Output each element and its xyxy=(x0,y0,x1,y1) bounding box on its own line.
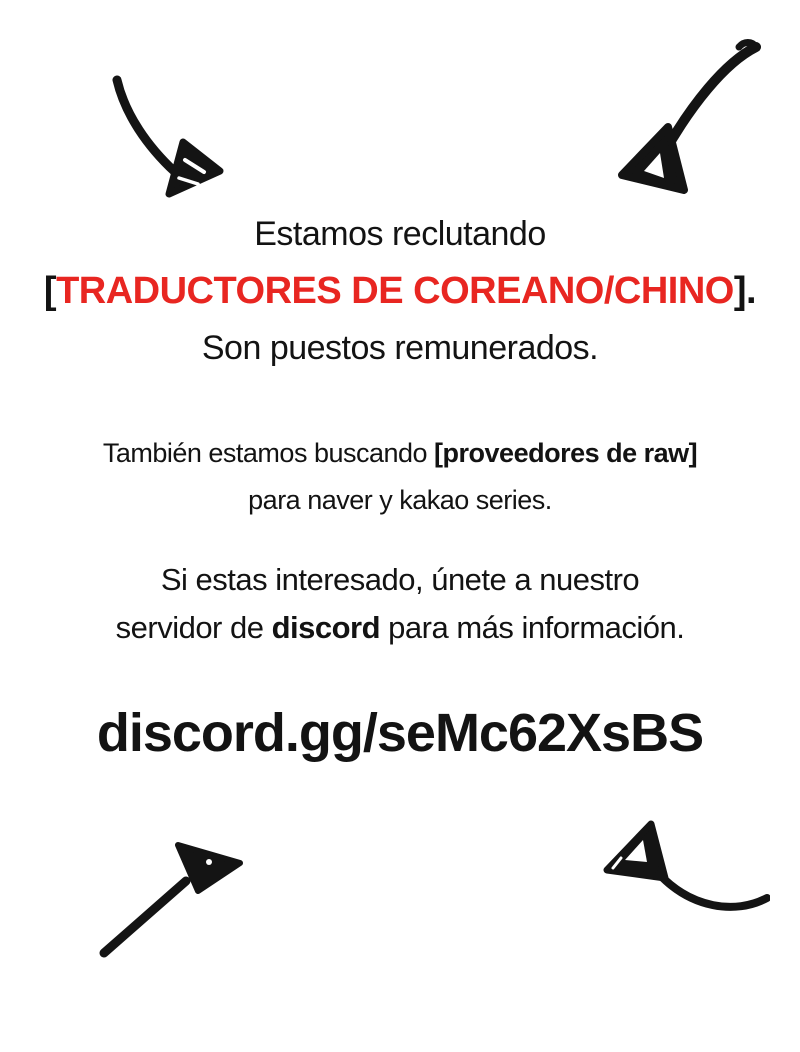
discord-line1: Si estas interesado, únete a nuestro xyxy=(160,562,640,597)
discord-line2-bold: discord xyxy=(271,610,381,645)
discord-line2 xyxy=(0,604,800,652)
discord-link[interactable]: discord.gg/seMc62XsBS xyxy=(96,703,704,763)
arrow-up-right-icon xyxy=(88,833,248,963)
bracket-close: ]. xyxy=(733,270,757,312)
arrow-down-right-icon xyxy=(95,72,230,202)
raw-line1-prefix: También estamos buscando xyxy=(102,438,435,468)
discord-line2-prefix: servidor de xyxy=(115,610,272,645)
recruiting-line3: Son puestos remunerados. xyxy=(201,329,599,367)
recruiting-roles-red-text: TRADUCTORES DE COREANO/CHINO xyxy=(56,270,734,312)
recruiting-section xyxy=(0,206,800,376)
recruiting-line1: Estamos reclutando xyxy=(254,215,546,253)
discord-line2-suffix: para más información. xyxy=(380,610,685,645)
arrow-left-icon xyxy=(595,812,770,922)
raw-line1-bold: [proveedores de raw] xyxy=(434,438,698,468)
raw-line2: para naver y kakao series. xyxy=(248,485,552,515)
bracket-open: [ xyxy=(43,270,57,312)
raw-line1 xyxy=(0,430,800,477)
raw-providers-section xyxy=(0,430,800,524)
discord-invite-section xyxy=(0,556,800,652)
arrow-down-left-icon xyxy=(612,33,762,198)
recruiting-highlight-line xyxy=(0,262,800,320)
